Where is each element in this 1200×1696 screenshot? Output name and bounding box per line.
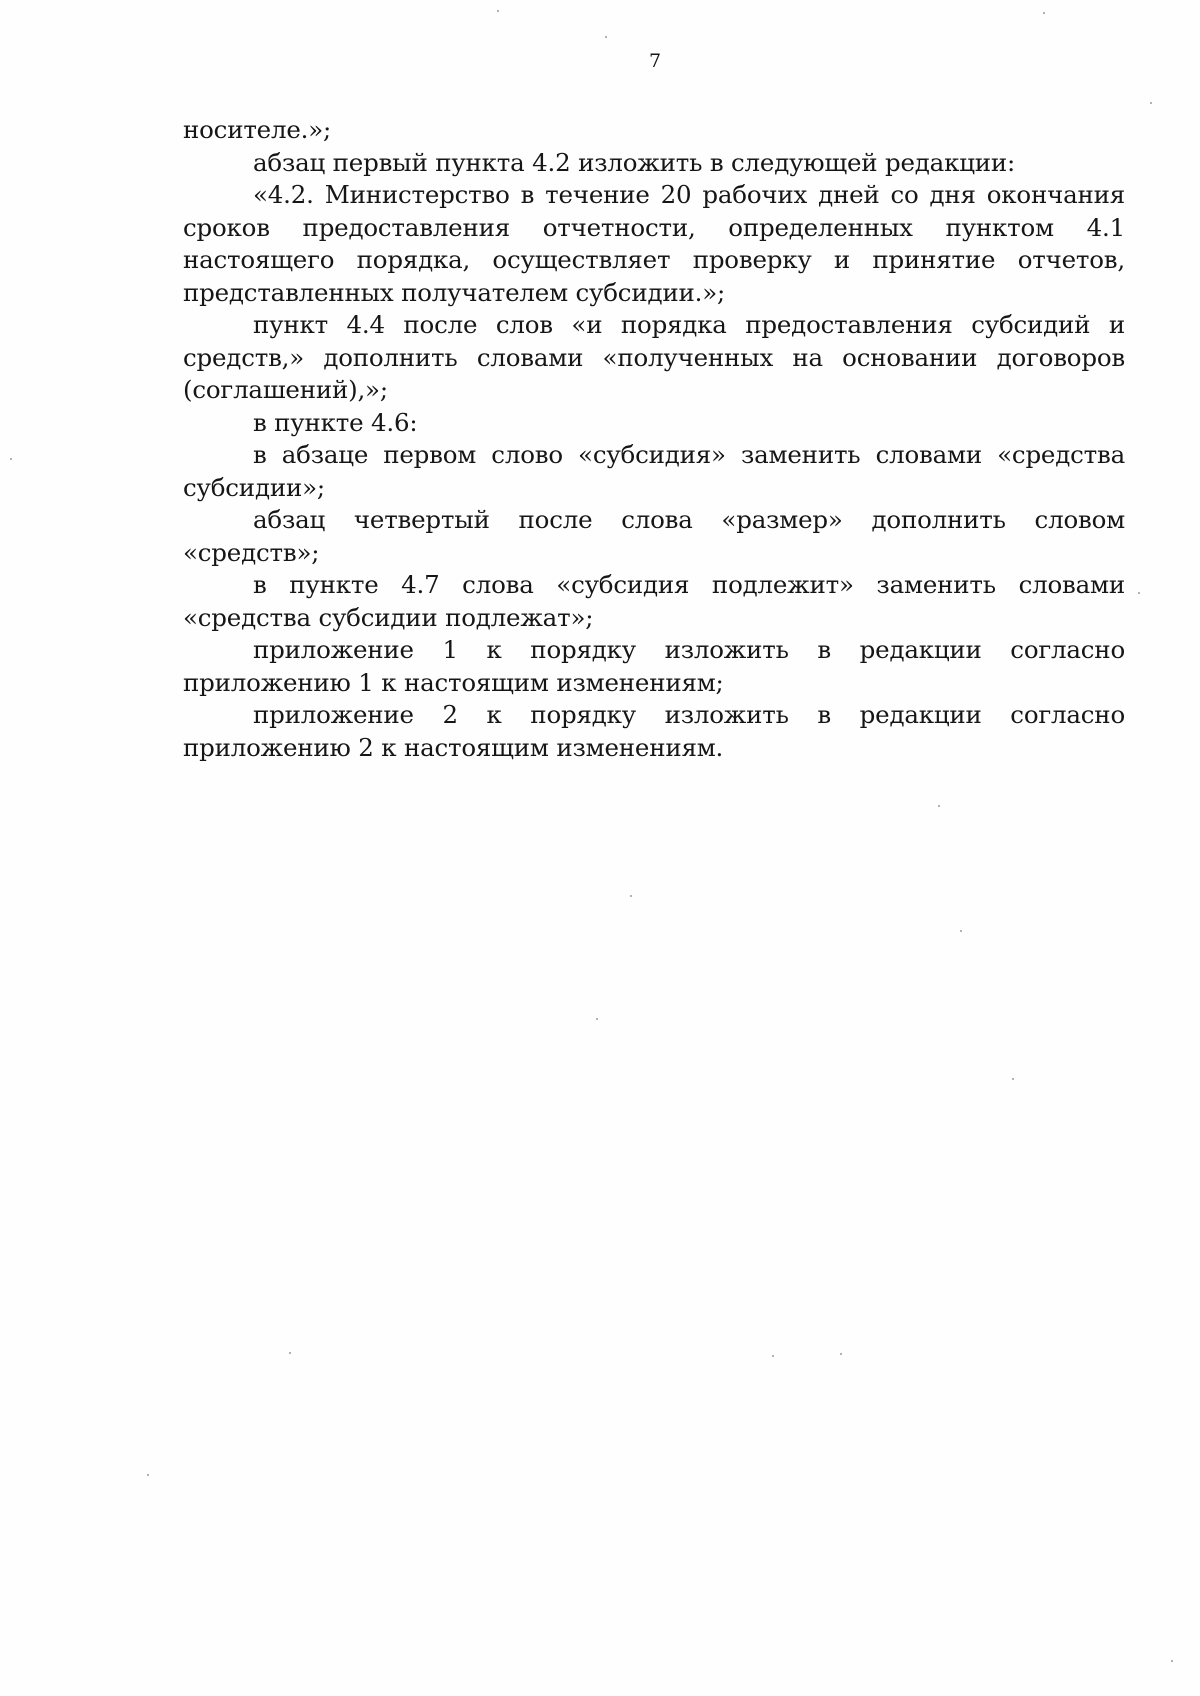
paragraph: в пункте 4.7 слова «субсидия подлежит» заменить словами «средства субсидии подлежат»;	[183, 570, 1125, 632]
paragraph: пункт 4.4 после слов «и порядка предоставления субсидий и средств,» дополнить словами «полученных на основании договоров (соглашений),»;	[183, 310, 1125, 404]
scan-speck	[772, 1355, 774, 1357]
scan-speck	[938, 805, 940, 807]
paragraph: в абзаце первом слово «субсидия» заменить словами «средства субсидии»;	[183, 440, 1125, 502]
scan-speck	[289, 1352, 291, 1354]
scan-speck	[1043, 12, 1045, 14]
paragraph: в пункте 4.6:	[253, 407, 418, 437]
scan-speck	[596, 1018, 598, 1020]
paragraph: приложение 2 к порядку изложить в редакции согласно приложению 2 к настоящим изменениям.	[183, 700, 1125, 762]
scan-speck	[497, 10, 499, 12]
paragraph: абзац первый пункта 4.2 изложить в следующей редакции:	[253, 147, 1016, 177]
scan-speck	[147, 1474, 149, 1476]
paragraph: абзац четвертый после слова «размер» дополнить словом «средств»;	[183, 505, 1125, 567]
scan-speck	[1138, 592, 1140, 594]
scan-speck	[1012, 1078, 1014, 1080]
paragraph: «4.2. Министерство в течение 20 рабочих дней со дня окончания сроков предоставления отчетности, определенных пунктом 4.1 настоящего порядка, осуществляет проверку и принятие отчетов, представленных получателем субсидии.»;	[183, 180, 1125, 307]
scan-speck	[960, 930, 962, 932]
scan-speck	[605, 36, 607, 38]
paragraph: носителе.»;	[183, 115, 332, 144]
scan-speck	[840, 1353, 842, 1355]
paragraph: приложение 1 к порядку изложить в редакции согласно приложению 1 к настоящим изменениям;	[183, 635, 1125, 697]
page-number: 7	[648, 50, 662, 72]
document-body	[183, 114, 1125, 764]
scan-speck	[1150, 102, 1152, 104]
scan-speck	[10, 458, 12, 460]
scan-speck	[630, 895, 632, 897]
scan-speck	[1171, 1660, 1173, 1662]
